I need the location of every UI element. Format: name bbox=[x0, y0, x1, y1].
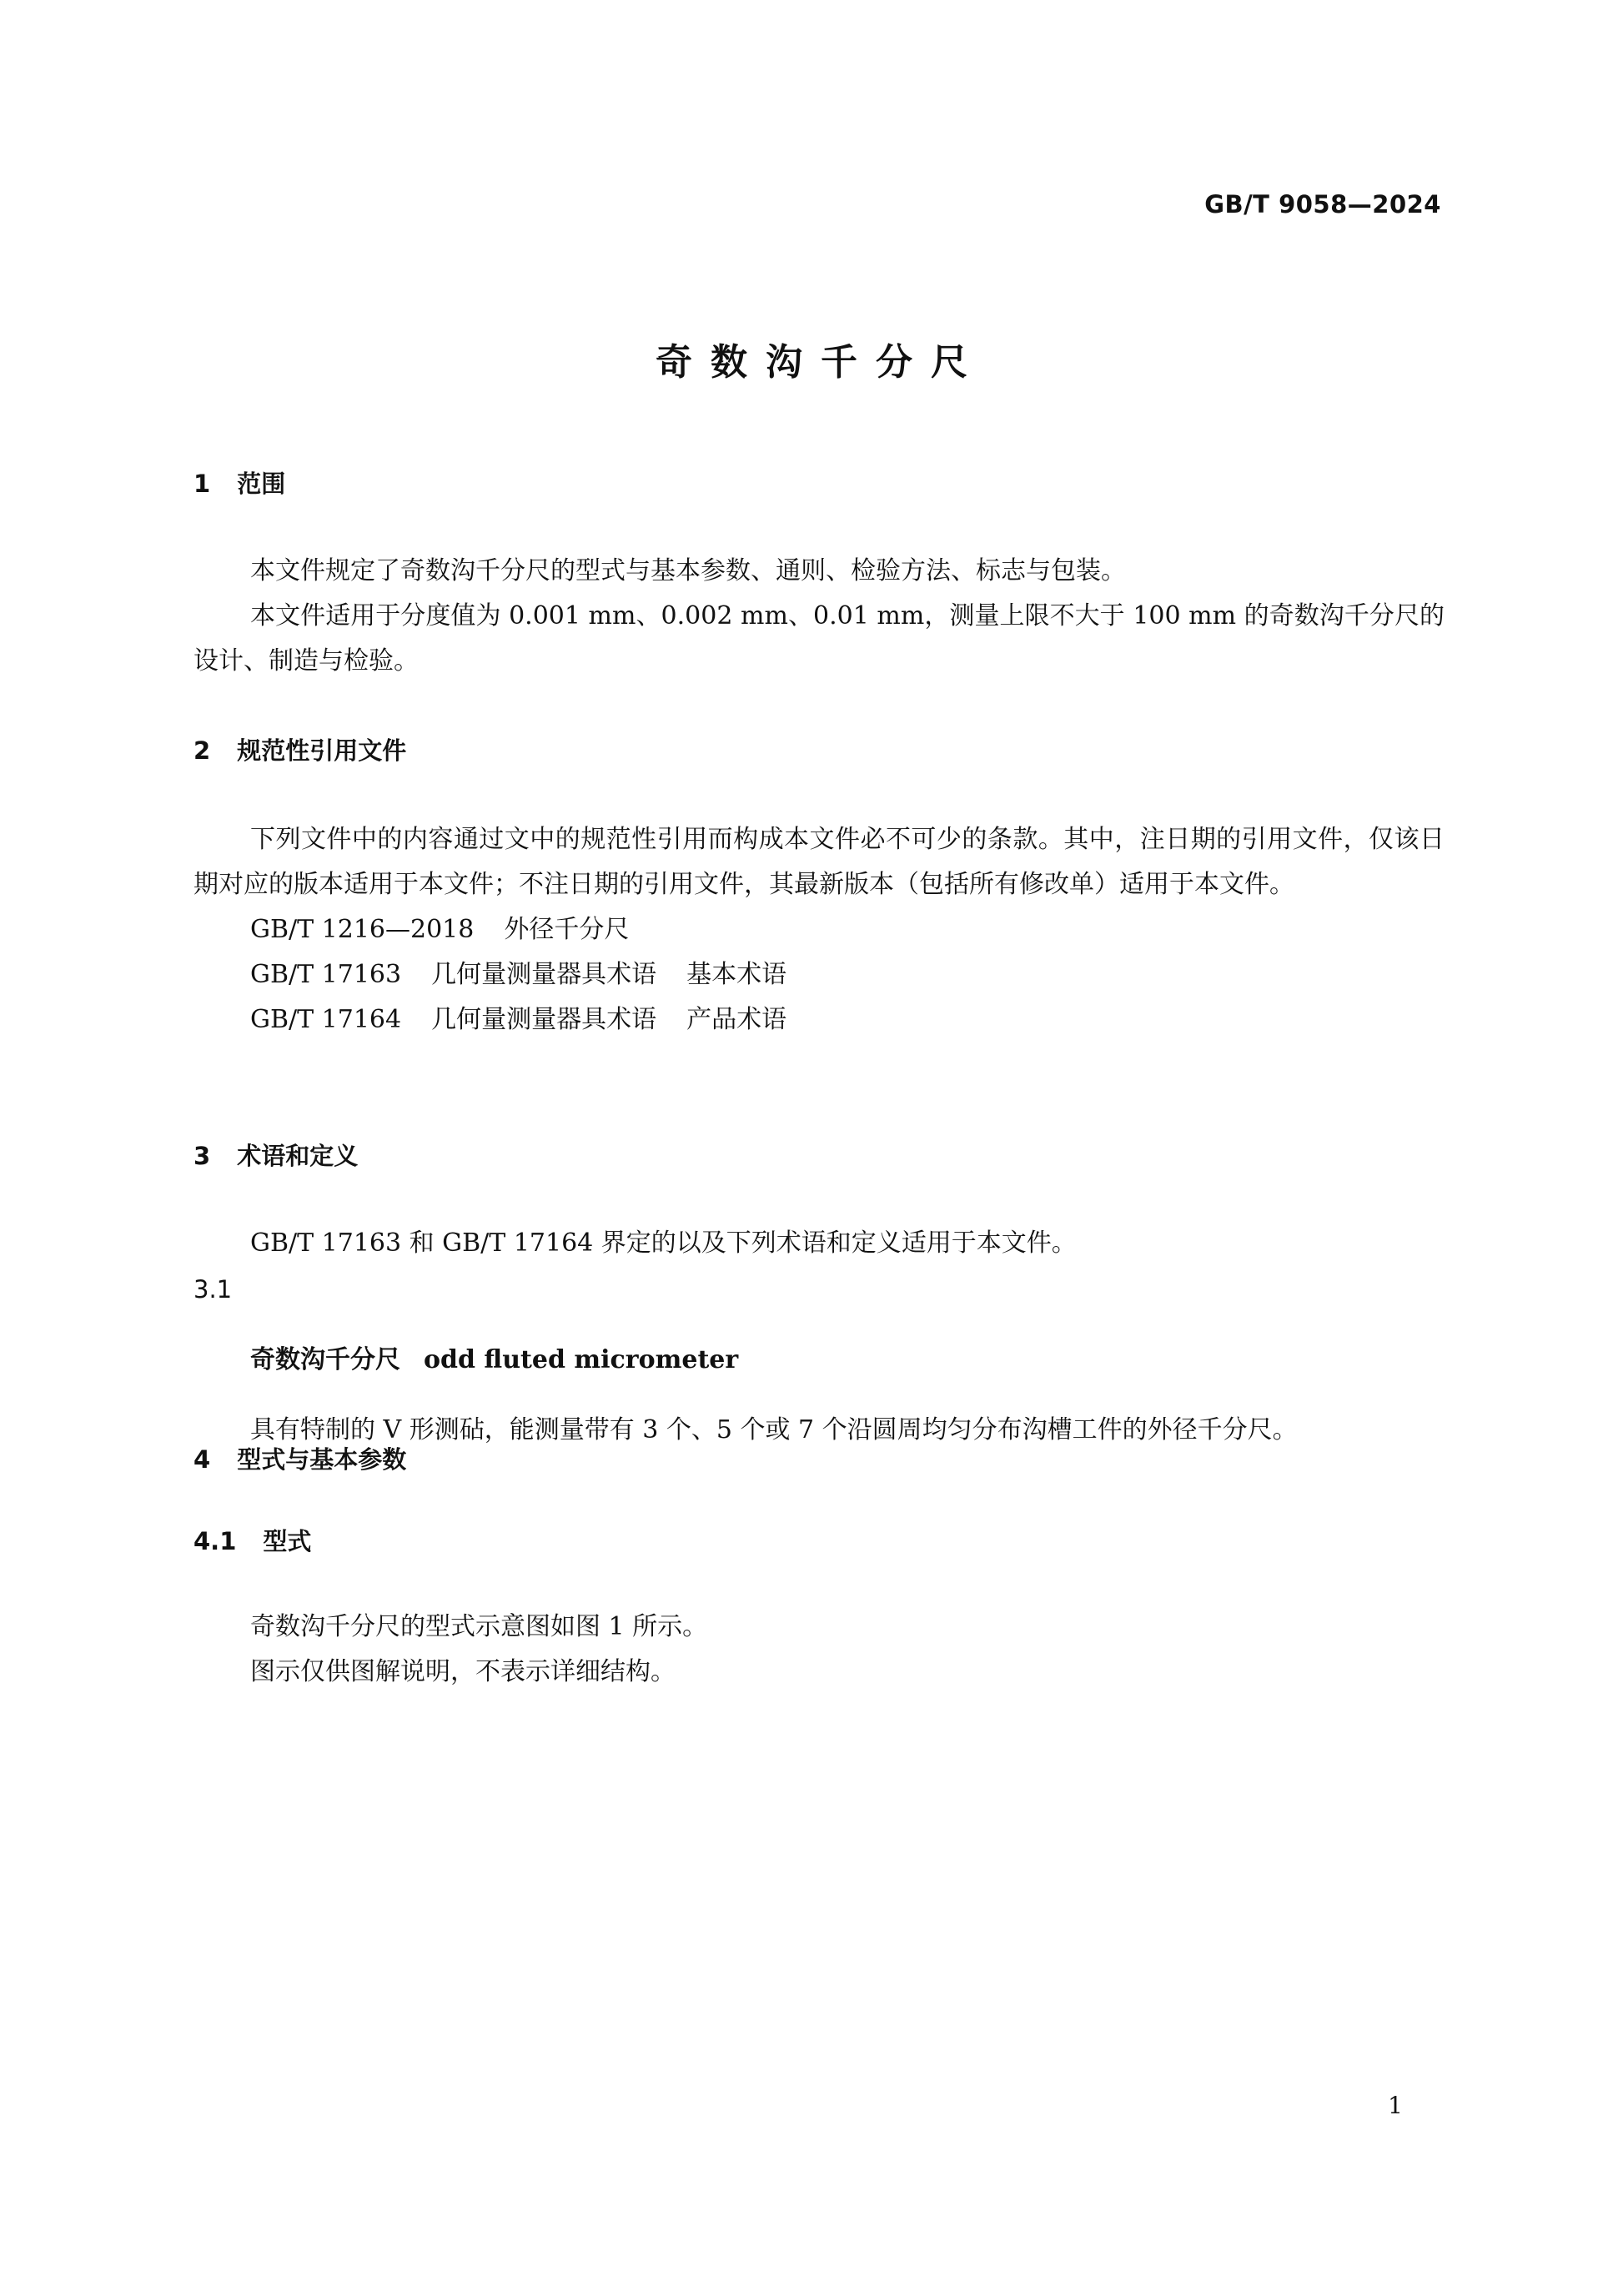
term-title bbox=[193, 1338, 1445, 1383]
reference-item bbox=[193, 907, 1445, 952]
subsection-4-1-body bbox=[193, 1605, 1445, 1695]
reference-subtitle: 产品术语 bbox=[686, 1005, 787, 1034]
term-name-en: odd fluted micrometer bbox=[424, 1345, 739, 1374]
section-2-heading bbox=[193, 734, 1445, 767]
subsection-4-1-heading bbox=[193, 1525, 1445, 1558]
section-3-body bbox=[193, 1221, 1445, 1266]
section-number: 4 bbox=[193, 1445, 211, 1474]
reference-subtitle: 基本术语 bbox=[686, 960, 787, 989]
reference-title: 几何量测量器具术语 bbox=[431, 1005, 657, 1034]
section-4-heading bbox=[193, 1443, 1445, 1476]
reference-code: GB/T 17163 bbox=[250, 960, 402, 989]
reference-item bbox=[193, 952, 1445, 997]
reference-title: 几何量测量器具术语 bbox=[431, 960, 657, 989]
paragraph: 本文件适用于分度值为 0.001 mm、0.002 mm、0.01 mm，测量上限不大于 100 mm 的奇数沟千分尺的设计、制造与检验。 bbox=[193, 601, 1445, 676]
section-number: 2 bbox=[193, 736, 211, 765]
section-number: 3 bbox=[193, 1142, 211, 1170]
document-title: 奇数沟千分尺 bbox=[656, 341, 986, 384]
page-number: 1 bbox=[1388, 2092, 1403, 2119]
section-number: 1 bbox=[193, 470, 211, 498]
section-title: 型式与基本参数 bbox=[237, 1445, 407, 1474]
term-entry bbox=[193, 1313, 1445, 1453]
subsection-number: 4.1 bbox=[193, 1527, 237, 1555]
term-definition: 具有特制的 V 形测砧，能测量带有 3 个、5 个或 7 个沿圆周均匀分布沟槽工件的外径千分尺。 bbox=[250, 1415, 1298, 1444]
paragraph: 奇数沟千分尺的型式示意图如图 1 所示。 bbox=[250, 1612, 708, 1641]
term-number: 3.1 bbox=[193, 1275, 233, 1304]
paragraph: 本文件规定了奇数沟千分尺的型式与基本参数、通则、检验方法、标志与包装。 bbox=[250, 556, 1126, 585]
paragraph: GB/T 17163 和 GB/T 17164 界定的以及下列术语和定义适用于本文件。 bbox=[250, 1228, 1077, 1258]
standard-code: GB/T 9058—2024 bbox=[1204, 190, 1441, 219]
section-title: 范围 bbox=[237, 470, 286, 498]
section-3-heading bbox=[193, 1139, 1445, 1173]
section-1-body bbox=[193, 549, 1445, 684]
subsection-title: 型式 bbox=[263, 1527, 312, 1555]
section-title: 术语和定义 bbox=[237, 1142, 359, 1170]
section-2-body bbox=[193, 817, 1445, 1042]
reference-title: 外径千分尺 bbox=[504, 915, 630, 944]
section-title: 规范性引用文件 bbox=[237, 736, 407, 765]
reference-item bbox=[193, 997, 1445, 1042]
term-name-zh: 奇数沟千分尺 bbox=[250, 1345, 400, 1374]
section-1-heading bbox=[193, 467, 1445, 500]
paragraph: 下列文件中的内容通过文中的规范性引用而构成本文件必不可少的条款。其中，注日期的引用文件，仅该日期对应的版本适用于本文件；不注日期的引用文件，其最新版本（包括所有修改单）适用于本文件。 bbox=[193, 825, 1445, 899]
reference-code: GB/T 17164 bbox=[250, 1005, 402, 1034]
paragraph: 图示仅供图解说明，不表示详细结构。 bbox=[250, 1657, 676, 1686]
reference-code: GB/T 1216—2018 bbox=[250, 915, 475, 944]
